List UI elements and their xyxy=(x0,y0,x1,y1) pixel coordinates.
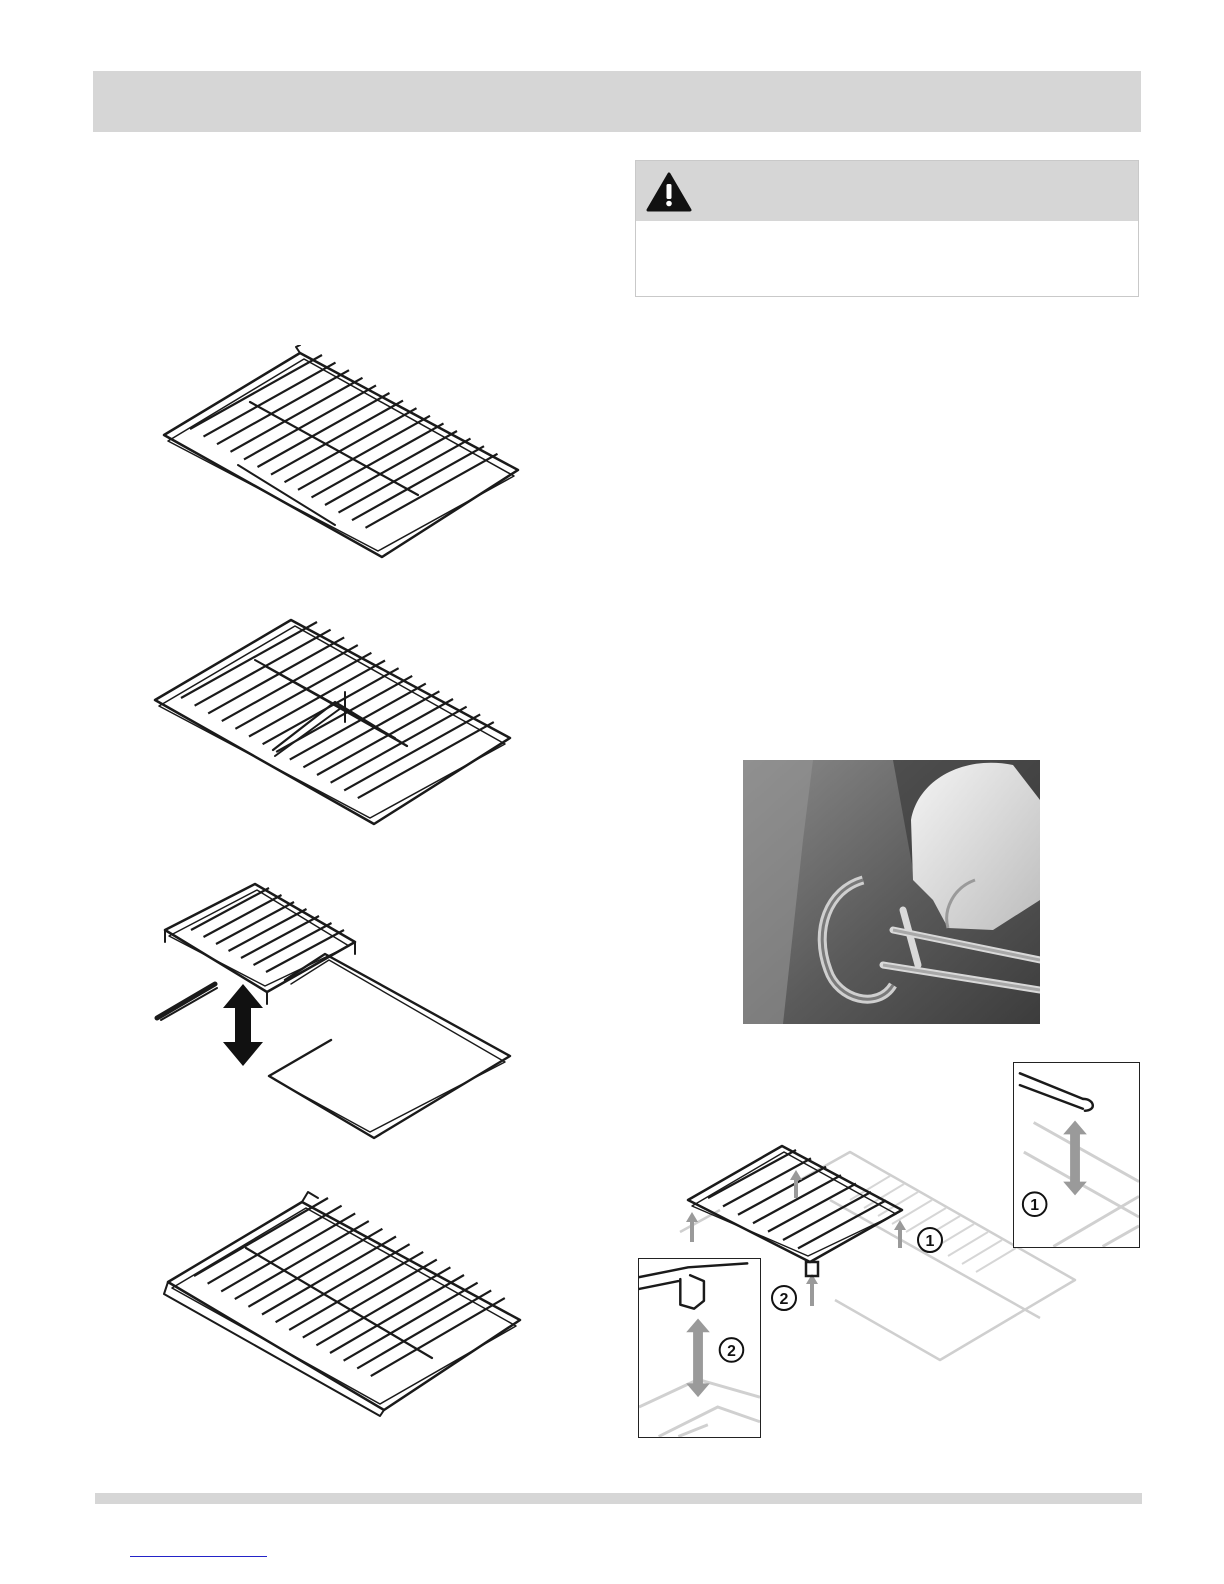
rack-wire xyxy=(331,707,467,783)
rack-wire xyxy=(235,653,371,729)
svg-text:2: 2 xyxy=(727,1342,736,1360)
standard-oven-rack-illustration xyxy=(150,345,540,570)
rack-wire xyxy=(366,454,498,528)
split-rack-insert-removal-illustration xyxy=(145,880,535,1140)
rack-wire xyxy=(312,423,444,497)
rack-wire xyxy=(289,1252,423,1330)
rack-wire xyxy=(344,1283,478,1361)
rack-wire xyxy=(271,401,403,475)
rack-wire xyxy=(262,1237,396,1315)
rack-wire xyxy=(244,385,376,459)
rack-wire xyxy=(339,439,471,513)
warning-header xyxy=(636,161,1138,221)
rack-wire xyxy=(344,714,480,790)
rack-wire xyxy=(263,668,399,744)
rack-wire xyxy=(276,1244,410,1322)
rack-wire xyxy=(352,446,484,520)
rack-wire xyxy=(303,691,439,767)
footer-link-underline[interactable] xyxy=(130,1556,267,1557)
rack-wire xyxy=(285,408,417,482)
svg-text:2: 2 xyxy=(779,1291,789,1308)
offset-oven-rack-illustration xyxy=(150,1190,540,1425)
rack-wire xyxy=(248,1229,382,1307)
callout-2 xyxy=(772,1286,796,1310)
rack-wire xyxy=(330,1275,464,1353)
warning-box xyxy=(635,160,1139,297)
rack-wire xyxy=(298,416,430,490)
svg-text:1: 1 xyxy=(1030,1197,1040,1215)
rack-wire xyxy=(195,630,331,706)
hook-detail-inset-2 xyxy=(638,1258,761,1438)
rack-wire xyxy=(181,622,317,698)
rack-wire xyxy=(303,1260,437,1338)
rack-wire xyxy=(258,393,390,467)
rack-wire xyxy=(357,1290,491,1368)
rack-wire xyxy=(316,1267,450,1345)
rack-wire xyxy=(190,355,322,429)
header-bar xyxy=(93,71,1141,132)
warning-triangle-icon xyxy=(646,172,692,212)
hand-lifting-rack-insert-photo xyxy=(743,760,1040,1024)
hook-detail-inset-1 xyxy=(1013,1062,1140,1248)
footer-bar xyxy=(95,1493,1142,1504)
rack-wire xyxy=(325,431,457,505)
rack-wire xyxy=(194,1198,328,1276)
rack-wire xyxy=(276,676,412,752)
split-oven-rack-illustration xyxy=(145,610,535,835)
rack-wire xyxy=(231,378,363,452)
rack-wire xyxy=(371,1298,505,1376)
svg-text:1: 1 xyxy=(925,1233,935,1250)
lift-arrow-icon xyxy=(223,984,263,1066)
rack-wire xyxy=(217,370,349,444)
rack-wire xyxy=(221,1213,355,1291)
callout-1 xyxy=(918,1228,942,1252)
rack-wire xyxy=(235,1221,369,1299)
rack-wire xyxy=(208,637,344,713)
